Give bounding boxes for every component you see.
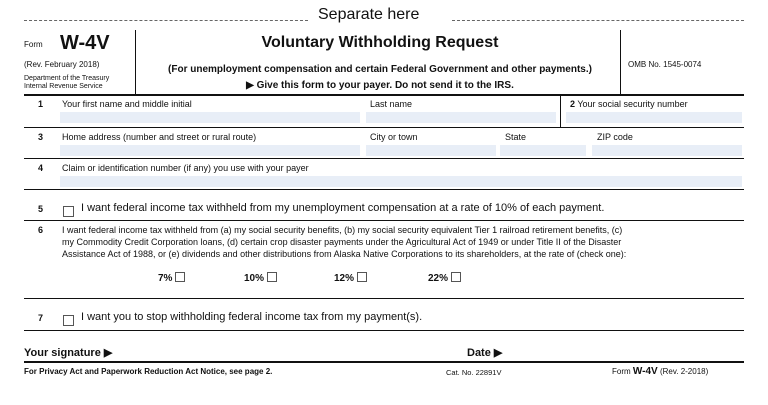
city-input[interactable] [366,145,496,156]
rate-option-10[interactable] [244,272,277,284]
separate-here-text: Separate here [318,6,420,23]
line7-text: I want you to stop withholding federal income tax from my payment(s). [81,311,423,323]
claim-number-input[interactable] [60,176,742,187]
rate-option-12[interactable] [334,272,367,284]
line7-number: 7 [38,313,44,323]
ssn-input[interactable] [566,112,742,123]
privacy-notice: For Privacy Act and Paperwork Reduction Act Notice, see page 2. [24,367,273,376]
line1-rule [24,127,744,128]
line6-text-line3: Assistance Act of 1988, or (e) dividends and other distributions from Alaska Native Corporations to its shareholders, at the rate of (check one): [62,249,627,259]
line6-number: 6 [38,225,44,235]
address-label: Home address (number and street or rural route) [62,132,257,142]
rate-option-7[interactable] [158,272,185,284]
footer-rev: (Rev. 2-2018) [659,367,709,376]
signature-field[interactable] [120,344,460,358]
line5-checkbox-wrap[interactable] [63,203,74,221]
line6-text-line1: I want federal income tax withheld from (a) my social security benefits, (b) my social security equivalent Tier 1 railroad retirement benefits, (c) [62,225,623,235]
ssn-divider [560,96,561,128]
separator-line-left [24,20,308,21]
separator-line-right [452,20,744,21]
footer-form-name: W-4V [632,366,658,377]
signature-rule [24,361,744,363]
line6-text-line2: my Commodity Credit Corporation loans, (d) certain crop disaster payments under the Agricultural Act of 1949 or under Title II of the Disaster [62,237,622,247]
rate-12-label: 12% [334,273,355,284]
form-instruction: ▶ Give this form to your payer. Do not send it to the IRS. [246,80,514,91]
line5-number: 5 [38,204,44,214]
line7-checkbox-wrap[interactable] [63,312,74,330]
line5-checkbox[interactable] [63,206,74,217]
form-subtitle: (For unemployment compensation and certain Federal Government and other payments.) [168,64,592,75]
form-word: Form [24,40,43,49]
rate-12-checkbox[interactable] [357,272,367,282]
last-name-label: Last name [370,99,413,109]
rate-7-label: 7% [158,273,173,284]
header-divider-right [620,30,621,94]
rate-option-22[interactable] [428,272,461,284]
signature-label: Your signature ▶ [24,347,113,359]
form-name: W-4V [60,32,110,54]
revision-date: (Rev. February 2018) [24,60,100,69]
line2-number: 2 [570,99,576,109]
line6-paragraph [62,224,742,260]
last-name-input[interactable] [366,112,556,123]
date-label: Date ▶ [467,347,503,359]
rate-10-label: 10% [244,273,265,284]
header-rule [24,94,744,96]
form-header [24,30,744,94]
date-field[interactable] [510,344,740,358]
claim-number-label: Claim or identification number (if any) you use with your payer [62,163,309,173]
line3-number: 3 [38,132,44,142]
city-label: City or town [370,132,418,142]
first-name-label: Your first name and middle initial [62,99,192,109]
line7-rule [24,330,744,331]
footer-form-word: Form [612,367,631,376]
address-input[interactable] [60,145,360,156]
line5-text: I want federal income tax withheld from my unemployment compensation at a rate of 10% of each payment. [81,202,605,214]
form-title: Voluntary Withholding Request [261,34,499,51]
zip-label: ZIP code [597,132,633,142]
catalog-number: Cat. No. 22891V [446,368,502,377]
ssn-label-group [570,99,688,109]
first-name-input[interactable] [60,112,360,123]
rate-22-label: 22% [428,273,449,284]
line4-number: 4 [38,163,44,173]
department-label [24,75,109,91]
omb-number: OMB No. 1545-0074 [628,60,702,69]
rate-22-checkbox[interactable] [451,272,461,282]
line7-checkbox[interactable] [63,315,74,326]
rate-7-checkbox[interactable] [175,272,185,282]
line5-rule [24,220,744,221]
zip-input[interactable] [592,145,742,156]
state-label: State [505,132,527,142]
dept-line2: Internal Revenue Service [24,83,103,90]
line3-rule [24,158,744,159]
line4-rule [24,189,744,190]
state-input[interactable] [500,145,586,156]
ssn-label: Your social security number [577,99,688,109]
dept-line1: Department of the Treasury [24,75,110,82]
rate-10-checkbox[interactable] [267,272,277,282]
line1-number: 1 [38,99,44,109]
line6-rule [24,298,744,299]
footer-form-id [612,366,708,377]
